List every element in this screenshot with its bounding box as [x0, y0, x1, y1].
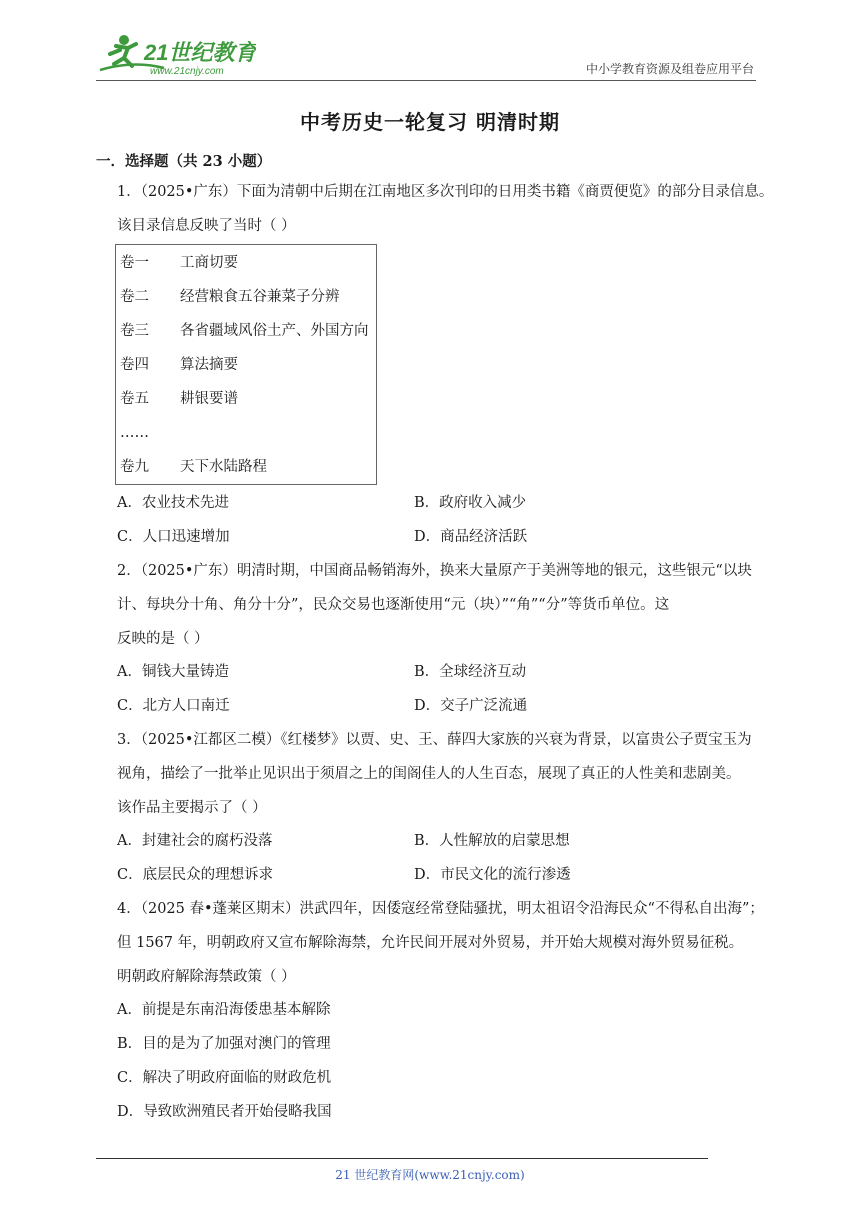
- option-d: D．商品经济活跃: [414, 529, 528, 545]
- header-divider: [96, 80, 756, 81]
- toc-row: 卷四 算法摘要: [120, 357, 238, 373]
- option-a: A．封建社会的腐朽没落: [117, 833, 273, 849]
- question-4-line-2: 但 1567 年，明朝政府又宣布解除海禁，允许民间开展对外贸易，并开始大规模对海外贸易征税。: [117, 935, 744, 951]
- option-b: B．政府收入减少: [414, 495, 527, 511]
- question-2-line-3: 反映的是（ ）: [117, 631, 209, 647]
- option-c: C．底层民众的理想诉求: [117, 867, 274, 883]
- footer-text: 21 世纪教育网(www.21cnjy.com): [335, 1168, 525, 1182]
- question-1-line-1: 1．（2025•广东）下面为清朝中后期在江南地区多次刊印的日用类书籍《商贾便览》的部分目录信息。: [117, 184, 774, 200]
- question-3-line-2: 视角，描绘了一批举止见识出于须眉之上的闺阁佳人的人生百态，展现了真正的人性美和悲剧美。: [117, 766, 741, 782]
- site-logo: [94, 30, 256, 80]
- option-a: A．农业技术先进: [117, 495, 229, 511]
- option-b: B．人性解放的启蒙思想: [414, 833, 570, 849]
- logo-text: 21世纪教育: [144, 40, 256, 65]
- toc-row: ……: [120, 425, 149, 441]
- question-4-line-3: 明朝政府解除海禁政策（ ）: [117, 969, 296, 985]
- question-1-line-2: 该目录信息反映了当时（ ）: [117, 218, 296, 234]
- footer-divider: [96, 1158, 708, 1159]
- question-3-line-3: 该作品主要揭示了（ ）: [117, 800, 267, 816]
- option-b: B．目的是为了加强对澳门的管理: [117, 1036, 331, 1052]
- question-4-line-1: 4．（2025 春•蓬莱区期末）洪武四年，因倭寇经常登陆骚扰，明太祖诏令沿海民众“不得私自出海”；: [117, 901, 764, 917]
- option-d: D．导致欧洲殖民者开始侵略我国: [117, 1104, 332, 1120]
- option-d: D．交子广泛流通: [414, 698, 528, 714]
- option-c: C．解决了明政府面临的财政危机: [117, 1070, 332, 1086]
- page-title: 中考历史一轮复习 明清时期: [300, 110, 560, 134]
- toc-row: 卷三 各省疆域风俗土产、外国方向: [120, 323, 369, 339]
- toc-row: 卷九 天下水陆路程: [120, 459, 267, 475]
- question-2-line-2: 计、每块分十角、角分十分”，民众交易也逐渐使用“元（块）”“角”“分”等货币单位。这: [117, 597, 670, 613]
- option-b: B．全球经济互动: [414, 664, 527, 680]
- toc-row: 卷二 经营粮食五谷兼菜子分辨: [120, 289, 340, 305]
- option-c: C．人口迅速增加: [117, 529, 230, 545]
- header-platform-text: 中小学教育资源及组卷应用平台: [585, 62, 754, 76]
- question-2-line-1: 2．（2025•广东）明清时期，中国商品畅销海外，换来大量原产于美洲等地的银元，这些银元“以块: [117, 563, 752, 579]
- option-d: D．市民文化的流行渗透: [414, 867, 571, 883]
- question-3-line-1: 3．（2025•江都区二模）《红楼梦》以贾、史、王、薛四大家族的兴衰为背景，以富贵公子贾宝玉为: [117, 732, 752, 748]
- toc-row: 卷五 耕银要谱: [120, 391, 238, 407]
- section-heading: 一．选择题（共 23 小题）: [96, 153, 272, 170]
- toc-table: [115, 244, 377, 485]
- toc-row: 卷一 工商切要: [120, 255, 238, 271]
- option-a: A．铜钱大量铸造: [117, 664, 229, 680]
- logo-url-text: www.21cnjy.com: [150, 66, 224, 77]
- option-a: A．前提是东南沿海倭患基本解除: [117, 1002, 331, 1018]
- option-c: C．北方人口南迁: [117, 698, 230, 714]
